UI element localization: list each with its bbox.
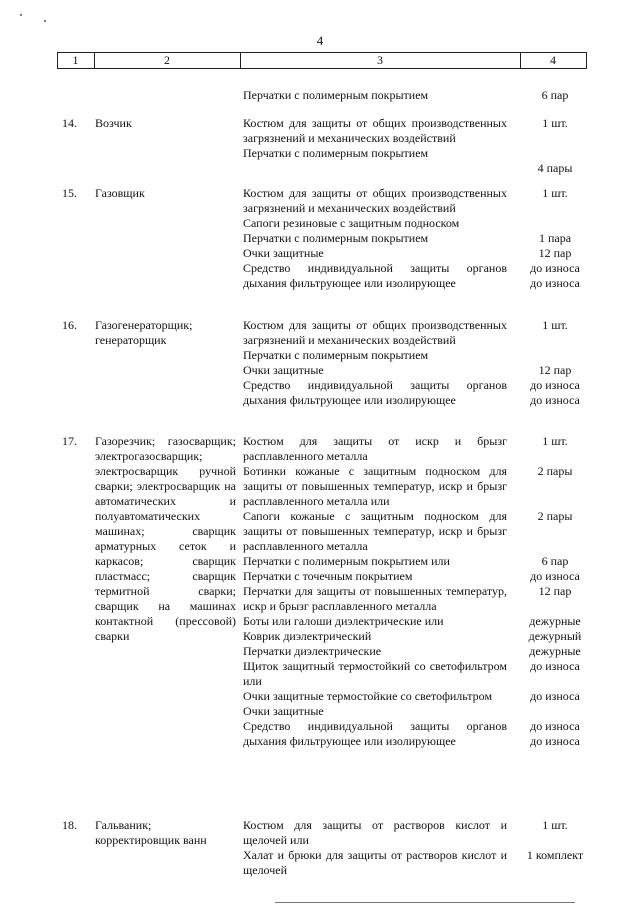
protective-item: Очки защитные	[243, 246, 324, 260]
issue-norm: дежурный	[528, 629, 582, 643]
protective-item: Костюм для защиты от общих производственных загрязнений и механических воздействий	[243, 116, 507, 145]
issue-norm: дежурные	[529, 614, 581, 628]
page-number: 4	[316, 33, 324, 48]
scan-speck	[44, 20, 46, 22]
issue-norm: 1 шт.	[542, 818, 568, 832]
issue-norms	[516, 186, 594, 291]
issue-norm: 1 комплект	[526, 848, 584, 862]
issue-norm: 6 пар	[541, 88, 569, 102]
issue-norm	[516, 348, 594, 363]
profession-name	[95, 318, 236, 348]
issue-norm: 1 шт.	[542, 318, 568, 332]
issue-norm: 4 пары	[537, 161, 573, 175]
protective-item: Перчатки с полимерным покрытием	[243, 231, 429, 245]
issue-norm	[516, 524, 594, 539]
header-col-1: 1	[72, 53, 79, 67]
issue-norms	[516, 818, 594, 863]
protective-item: Перчатки для защиты от повышенных температур, искр и брызг расплавленного металла	[243, 584, 507, 613]
profession-name	[95, 818, 236, 848]
protective-item: Перчатки диэлектрические	[243, 644, 382, 658]
profession-text: Газогенераторщик; генераторщик	[95, 318, 193, 347]
issue-norm: до износа	[530, 569, 580, 583]
protective-item: Щиток защитный термостойкий со светофильтром или	[243, 659, 507, 688]
issue-norm: 1 пара	[538, 231, 572, 245]
scan-speck	[20, 14, 22, 16]
protective-item: Перчатки с полимерным покрытием или	[243, 554, 450, 568]
issue-norms	[516, 434, 594, 749]
issue-norm: до износа	[530, 659, 580, 673]
protective-item: Очки защитные термостойкие со светофильтром	[243, 689, 493, 703]
issue-norm	[516, 131, 594, 146]
issue-norm: 1 шт.	[542, 116, 568, 130]
issue-norms	[516, 88, 594, 103]
issue-norm: до износа	[530, 276, 580, 290]
protective-items	[243, 186, 507, 291]
issue-norm	[516, 333, 594, 348]
protective-item: Средство индивидуальной защиты органов дыхания фильтрующее или изолирующее	[243, 378, 507, 407]
profession-name	[95, 116, 236, 131]
issue-norm	[516, 704, 594, 719]
row-number: 16.	[62, 318, 77, 332]
issue-norm: 1 шт.	[542, 434, 568, 448]
issue-norm	[516, 539, 594, 554]
issue-norm	[516, 201, 594, 216]
protective-item: Перчатки с полимерным покрытием	[243, 88, 429, 102]
header-col-2: 2	[164, 53, 170, 67]
issue-norm: до износа	[530, 378, 580, 392]
issue-norm	[516, 479, 594, 494]
issue-norm: 12 пар	[538, 246, 572, 260]
profession-text: Газорезчик; газосварщик; электрогазосварщик; электросварщик ручной сварки; электросварщик на автоматических и полуавтоматических машинах; сварщик арматурных сеток и каркасов; сварщик пластмасс; сварщик термитной сварки; сварщик на машинах контактной (прессовой) сварки	[95, 434, 236, 643]
issue-norm: до износа	[530, 261, 580, 275]
protective-item: Боты или галоши диэлектрические или	[243, 614, 444, 628]
issue-norm: 12 пар	[538, 363, 572, 377]
row-number: 17.	[62, 434, 77, 448]
row-number: 18.	[62, 818, 77, 832]
issue-norm: до износа	[530, 734, 580, 748]
header-col-3: 3	[377, 53, 383, 67]
profession-name	[95, 434, 236, 644]
protective-items	[243, 116, 507, 161]
protective-item: Костюм для защиты от искр и брызг расплавленного металла	[243, 434, 507, 463]
row-number: 15.	[62, 186, 77, 200]
issue-norm: 12 пар	[538, 584, 572, 598]
profession-text: Гальваник; корректировщик ванн	[95, 818, 207, 847]
protective-item: Коврик диэлектрический	[243, 629, 372, 643]
issue-norm	[516, 494, 594, 509]
protective-items	[243, 318, 507, 408]
issue-norm	[516, 146, 594, 161]
protective-items	[243, 818, 507, 878]
issue-norm	[516, 216, 594, 231]
issue-norm: дежурные	[529, 644, 581, 658]
issue-norm	[516, 449, 594, 464]
protective-item: Средство индивидуальной защиты органов дыхания фильтрующее или изолирующее	[243, 261, 507, 290]
profession-text: Газовщик	[95, 186, 145, 200]
issue-norms	[516, 116, 594, 176]
protective-item: Костюм для защиты от общих производственных загрязнений и механических воздействий	[243, 186, 507, 215]
issue-norm: 1 шт.	[542, 186, 568, 200]
row-number: 14.	[62, 116, 77, 130]
protective-item: Очки защитные	[243, 363, 324, 377]
issue-norm: 2 пары	[537, 509, 573, 523]
issue-norm	[516, 833, 594, 848]
issue-norm: 2 пары	[537, 464, 573, 478]
protective-item: Очки защитные	[243, 704, 324, 718]
protective-item: Перчатки с полимерным покрытием	[243, 146, 429, 160]
issue-norm: до износа	[530, 719, 580, 733]
protective-item: Сапоги кожаные с защитным подноском для защиты от повышенных температур, искр и брызг расплавленного металла	[243, 509, 507, 553]
protective-item: Перчатки с полимерным покрытием	[243, 348, 429, 362]
protective-items	[243, 88, 507, 103]
bottom-edge-line	[275, 902, 575, 903]
protective-item: Костюм для защиты от общих производственных загрязнений и механических воздействий	[243, 318, 507, 347]
profession-text: Возчик	[95, 116, 132, 130]
issue-norm	[516, 674, 594, 689]
protective-item: Ботинки кожаные с защитным подноском для защиты от повышенных температур, искр и брызг расплавленного металла или	[243, 464, 507, 508]
table-header	[57, 52, 587, 69]
issue-norm: до износа	[530, 393, 580, 407]
protective-item: Халат и брюки для защиты от растворов кислот и щелочей	[243, 848, 507, 877]
protective-item: Средство индивидуальной защиты органов дыхания фильтрующее или изолирующее	[243, 719, 507, 748]
protective-item: Сапоги резиновые с защитным подноском	[243, 216, 460, 230]
issue-norms	[516, 318, 594, 408]
profession-name	[95, 186, 236, 201]
issue-norm	[516, 599, 594, 614]
issue-norm: до износа	[530, 689, 580, 703]
protective-items	[243, 434, 507, 749]
protective-item: Перчатки с точечным покрытием	[243, 569, 413, 583]
header-col-4: 4	[550, 53, 556, 67]
protective-item: Костюм для защиты от растворов кислот и щелочей или	[243, 818, 507, 847]
issue-norm: 6 пар	[541, 554, 569, 568]
